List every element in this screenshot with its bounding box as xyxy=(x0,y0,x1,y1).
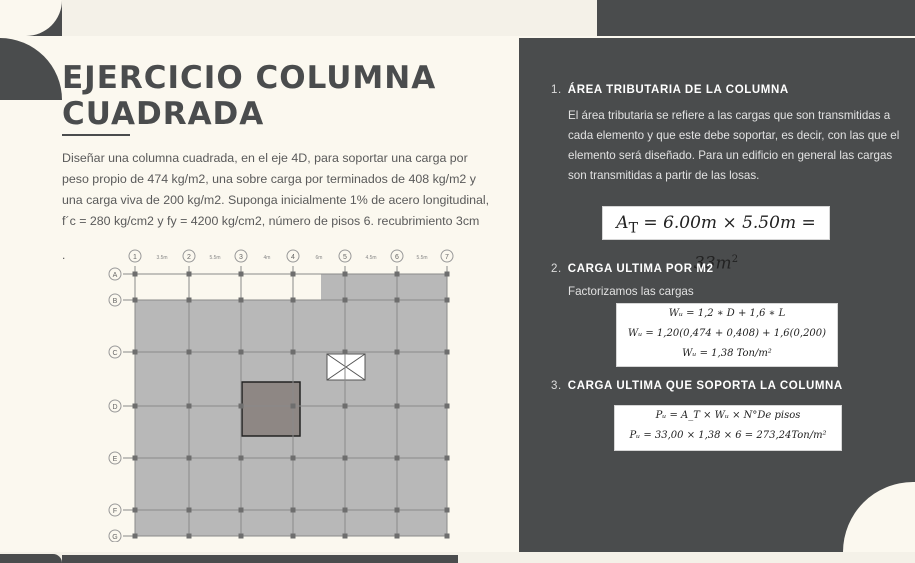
column-load-equation xyxy=(614,405,842,451)
eq3-line1: Pᵤ = A_T × Wᵤ × N°De pisos xyxy=(655,410,801,421)
column-point xyxy=(445,298,450,303)
corner-decoration-fill xyxy=(0,100,62,140)
column-point xyxy=(133,508,138,513)
eq3-line2: Pᵤ = 33,00 × 1,38 × 6 = 273,24Ton/m² xyxy=(629,430,827,441)
column-point xyxy=(291,404,296,409)
column-point xyxy=(133,298,138,303)
section2-number: 2. xyxy=(551,263,562,275)
eq1-exp: 2 xyxy=(731,254,739,266)
grid-row-label: B xyxy=(112,298,118,305)
column-tributary-square xyxy=(242,382,300,436)
floor-plan-diagram xyxy=(105,248,460,542)
section2-heading xyxy=(551,263,714,275)
column-point xyxy=(133,456,138,461)
span-dimension-label: 4.5m xyxy=(365,255,377,261)
title-underline xyxy=(62,134,130,136)
grid-column-label: 6 xyxy=(395,254,399,261)
title-line-2: CUADRADA xyxy=(62,96,265,132)
column-point xyxy=(187,534,192,539)
stray-dot: . xyxy=(62,248,66,262)
bottom-dark-block xyxy=(62,555,458,563)
column-point xyxy=(343,272,348,277)
grid-column-label: 4 xyxy=(291,254,295,261)
column-point xyxy=(395,534,400,539)
grid-row-label: C xyxy=(112,350,118,357)
span-dimension-label: 4m xyxy=(263,255,271,261)
column-point xyxy=(343,298,348,303)
span-dimension-label: 5.5m xyxy=(416,255,428,261)
eq2-line2: Wᵤ = 1,20(0,474 + 0,408) + 1,6(0,200) xyxy=(627,328,827,339)
column-point xyxy=(445,534,450,539)
column-point xyxy=(291,456,296,461)
column-point xyxy=(239,508,244,513)
column-point xyxy=(187,508,192,513)
grid-row-label: A xyxy=(112,272,118,279)
column-point xyxy=(239,350,244,355)
top-strip xyxy=(0,0,915,36)
eq1-lhs: A xyxy=(616,213,629,233)
section1-heading-text: ÁREA TRIBUTARIA DE LA COLUMNA xyxy=(567,84,789,96)
column-point xyxy=(187,456,192,461)
eq1-sub: T xyxy=(628,220,639,237)
ultimate-load-equation xyxy=(616,303,838,367)
grid-row-label: G xyxy=(112,534,118,541)
section1-text: El área tributaria se refiere a las cargas que son transmitidas a cada elemento y que este debe soportar, es decir, con las que el elemento será diseñado. Para un edificio en general las cargas son transmitidas a partir de las losas. xyxy=(568,109,900,182)
column-point xyxy=(133,534,138,539)
eq2-line1: Wᵤ = 1,2 ∗ D + 1,6 ∗ L xyxy=(668,308,786,319)
column-point xyxy=(395,456,400,461)
column-point xyxy=(239,272,244,277)
column-point xyxy=(133,350,138,355)
column-point xyxy=(395,508,400,513)
title-line-1: EJERCICIO COLUMNA xyxy=(62,60,437,96)
section3-number: 3. xyxy=(551,380,562,392)
bottom-left-arc xyxy=(0,554,62,563)
section1-number: 1. xyxy=(551,84,562,96)
grid-column-label: 3 xyxy=(239,254,243,261)
section3-heading xyxy=(551,380,843,392)
column-point xyxy=(187,404,192,409)
column-point xyxy=(239,456,244,461)
top-right-block xyxy=(597,0,915,36)
column-point xyxy=(343,456,348,461)
column-point xyxy=(291,534,296,539)
section3-heading-text: CARGA ULTIMA QUE SOPORTA LA COLUMNA xyxy=(567,380,843,392)
column-point xyxy=(187,298,192,303)
column-point xyxy=(133,404,138,409)
grid-column-label: 5 xyxy=(343,254,347,261)
grid-column-label: 7 xyxy=(445,254,449,261)
column-point xyxy=(239,298,244,303)
column-point xyxy=(343,508,348,513)
column-point xyxy=(395,350,400,355)
column-point xyxy=(343,404,348,409)
span-dimension-label: 5.5m xyxy=(209,255,221,261)
column-point xyxy=(187,350,192,355)
bottom-strip xyxy=(0,552,915,563)
column-point xyxy=(133,272,138,277)
problem-statement: Diseñar una columna cuadrada, en el eje 4D, para soportar una carga por peso propio de 474 kg/m2, una sobre carga por terminados de 408 kg/m2 y una carga viva de 200 kg/m2. Suponga inicialmente 1% de acero longitudinal, f´c = 280 kg/cm2 y fy = 4200 kg/cm2, número de pisos 6. recubrimiento 3cm xyxy=(62,151,490,228)
column-point xyxy=(445,272,450,277)
grid-row-label: D xyxy=(112,404,118,411)
column-point xyxy=(395,272,400,277)
column-point xyxy=(239,534,244,539)
column-point xyxy=(343,350,348,355)
column-point xyxy=(291,272,296,277)
column-point xyxy=(445,404,450,409)
column-point xyxy=(445,508,450,513)
grid-column-label: 1 xyxy=(133,254,137,261)
column-point xyxy=(445,350,450,355)
column-point xyxy=(395,298,400,303)
eq1-rhs: = 6.00m × 5.50m = 33m xyxy=(638,213,816,275)
grid-row-label: F xyxy=(112,508,118,515)
column-point xyxy=(291,350,296,355)
column-point xyxy=(291,508,296,513)
span-dimension-label: 6m xyxy=(315,255,323,261)
span-dimension-label: 3.5m xyxy=(156,255,168,261)
section1-heading xyxy=(551,84,789,96)
column-point xyxy=(343,534,348,539)
section2-heading-text: CARGA ULTIMA POR M2 xyxy=(567,263,714,275)
grid-row-label: E xyxy=(112,456,118,463)
column-point xyxy=(187,272,192,277)
section2-text: Factorizamos las cargas xyxy=(568,285,694,298)
grid-column-label: 2 xyxy=(187,254,191,261)
column-point xyxy=(291,298,296,303)
slide-title xyxy=(62,60,436,132)
eq2-line3: Wᵤ = 1,38 Ton/m² xyxy=(682,348,772,359)
column-point xyxy=(445,456,450,461)
column-point xyxy=(395,404,400,409)
column-point xyxy=(239,404,244,409)
